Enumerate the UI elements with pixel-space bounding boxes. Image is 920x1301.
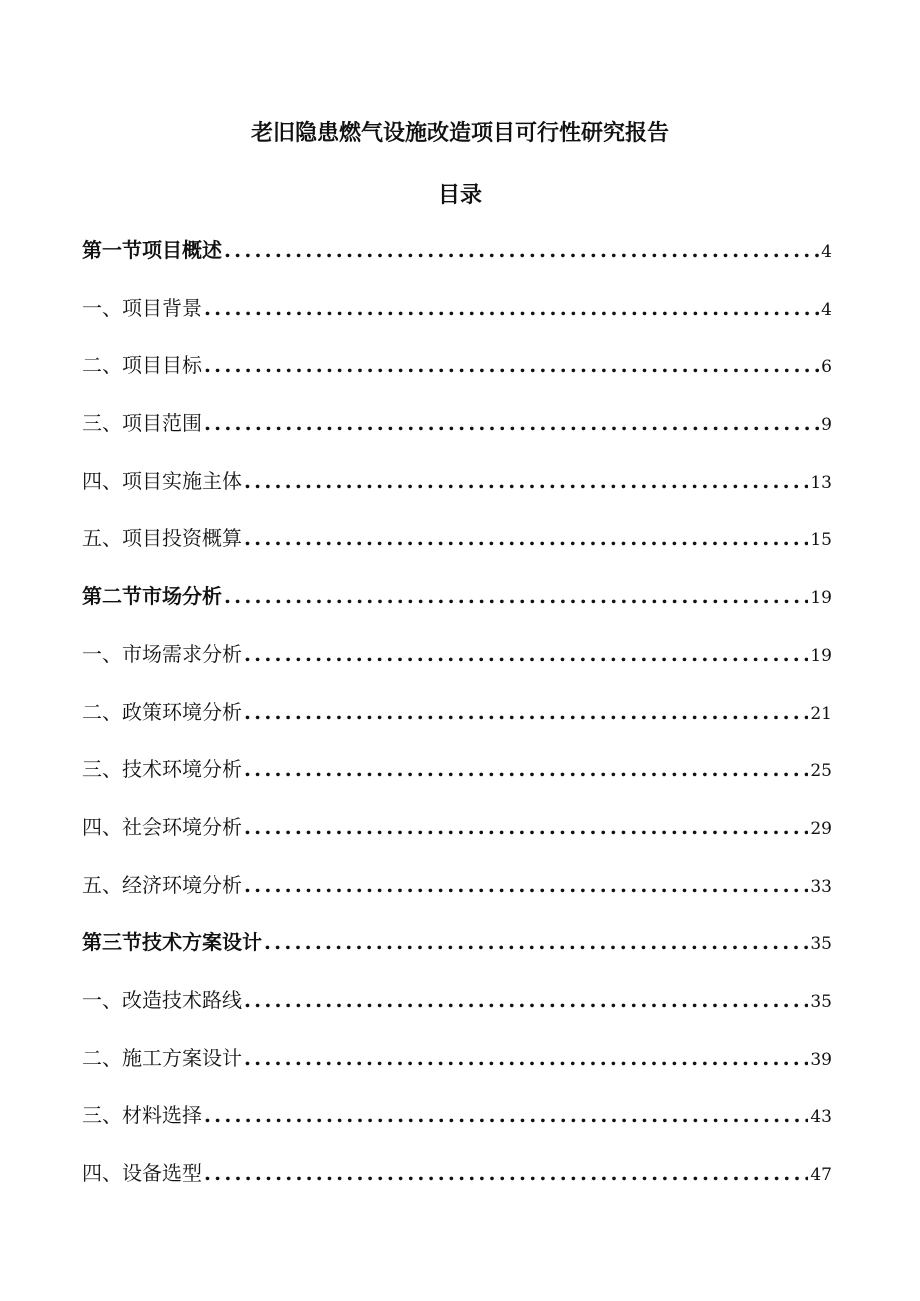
toc-dot-leader (204, 353, 819, 377)
toc-entry-label: 第二节市场分析 (82, 584, 222, 609)
toc-dot-leader (244, 815, 808, 839)
toc-dot-leader (244, 642, 808, 666)
toc-dot-leader (244, 757, 808, 781)
toc-page-number: 15 (810, 530, 832, 551)
toc-section-entry[interactable] (82, 234, 832, 292)
toc-dot-leader (244, 873, 808, 897)
toc-item-entry[interactable] (82, 696, 832, 754)
toc-item-entry[interactable] (82, 753, 832, 811)
toc-item-entry[interactable] (82, 1042, 832, 1100)
toc-page-number: 19 (810, 645, 832, 666)
toc-page-number: 39 (810, 1049, 832, 1070)
table-of-contents (82, 234, 832, 1215)
toc-page-number: 43 (810, 1107, 832, 1128)
toc-entry-label: 一、改造技术路线 (82, 987, 242, 1012)
toc-page-number: 35 (810, 991, 832, 1012)
toc-page-number: 35 (810, 934, 832, 955)
toc-item-entry[interactable] (82, 407, 832, 465)
toc-entry-label: 第三节技术方案设计 (82, 930, 262, 955)
toc-section-entry[interactable] (82, 926, 832, 984)
toc-item-entry[interactable] (82, 869, 832, 927)
toc-page-number: 21 (810, 703, 832, 724)
toc-entry-label: 二、施工方案设计 (82, 1045, 242, 1070)
toc-page-number: 25 (810, 761, 832, 782)
toc-item-entry[interactable] (82, 349, 832, 407)
toc-dot-leader (204, 411, 819, 435)
toc-page-number: 4 (821, 242, 832, 262)
toc-dot-leader (204, 1161, 808, 1185)
toc-entry-label: 二、项目目标 (82, 353, 202, 378)
toc-dot-leader (224, 584, 808, 608)
document-title: 老旧隐患燃气设施改造项目可行性研究报告 (250, 120, 669, 146)
toc-page-number: 29 (810, 818, 832, 839)
toc-item-entry[interactable] (82, 1099, 832, 1157)
toc-dot-leader (264, 930, 808, 954)
toc-dot-leader (244, 1046, 808, 1070)
toc-heading: 目录 (437, 182, 482, 208)
toc-item-entry[interactable] (82, 811, 832, 869)
toc-entry-label: 三、技术环境分析 (82, 757, 242, 782)
toc-item-entry[interactable] (82, 984, 832, 1042)
toc-page-number: 9 (821, 415, 832, 436)
toc-page-number: 13 (810, 472, 832, 493)
toc-dot-leader (244, 988, 808, 1012)
toc-item-entry[interactable] (82, 292, 832, 350)
toc-page-number: 19 (810, 588, 832, 609)
toc-item-entry[interactable] (82, 638, 832, 696)
toc-dot-leader (244, 469, 808, 493)
toc-item-entry[interactable] (82, 522, 832, 580)
toc-entry-label: 一、项目背景 (82, 295, 202, 320)
toc-entry-label: 二、政策环境分析 (82, 699, 242, 724)
toc-entry-label: 第一节项目概述 (82, 238, 222, 262)
toc-page-number: 6 (821, 357, 832, 378)
toc-dot-leader (244, 526, 808, 550)
toc-entry-label: 四、设备选型 (82, 1161, 202, 1185)
toc-entry-label: 五、经济环境分析 (82, 872, 242, 897)
toc-page-number: 47 (810, 1165, 832, 1185)
toc-dot-leader (224, 238, 819, 262)
toc-entry-label: 一、市场需求分析 (82, 641, 242, 666)
toc-entry-label: 五、项目投资概算 (82, 526, 242, 551)
toc-entry-label: 三、材料选择 (82, 1103, 202, 1128)
toc-section-entry[interactable] (82, 580, 832, 638)
toc-item-entry[interactable] (82, 1157, 832, 1215)
toc-entry-label: 四、项目实施主体 (82, 468, 242, 493)
toc-entry-label: 四、社会环境分析 (82, 814, 242, 839)
toc-entry-label: 三、项目范围 (82, 411, 202, 436)
toc-page-number: 33 (810, 876, 832, 897)
toc-dot-leader (244, 700, 808, 724)
toc-page-number: 4 (821, 299, 832, 320)
toc-item-entry[interactable] (82, 465, 832, 523)
toc-dot-leader (204, 296, 819, 320)
toc-dot-leader (204, 1103, 808, 1127)
